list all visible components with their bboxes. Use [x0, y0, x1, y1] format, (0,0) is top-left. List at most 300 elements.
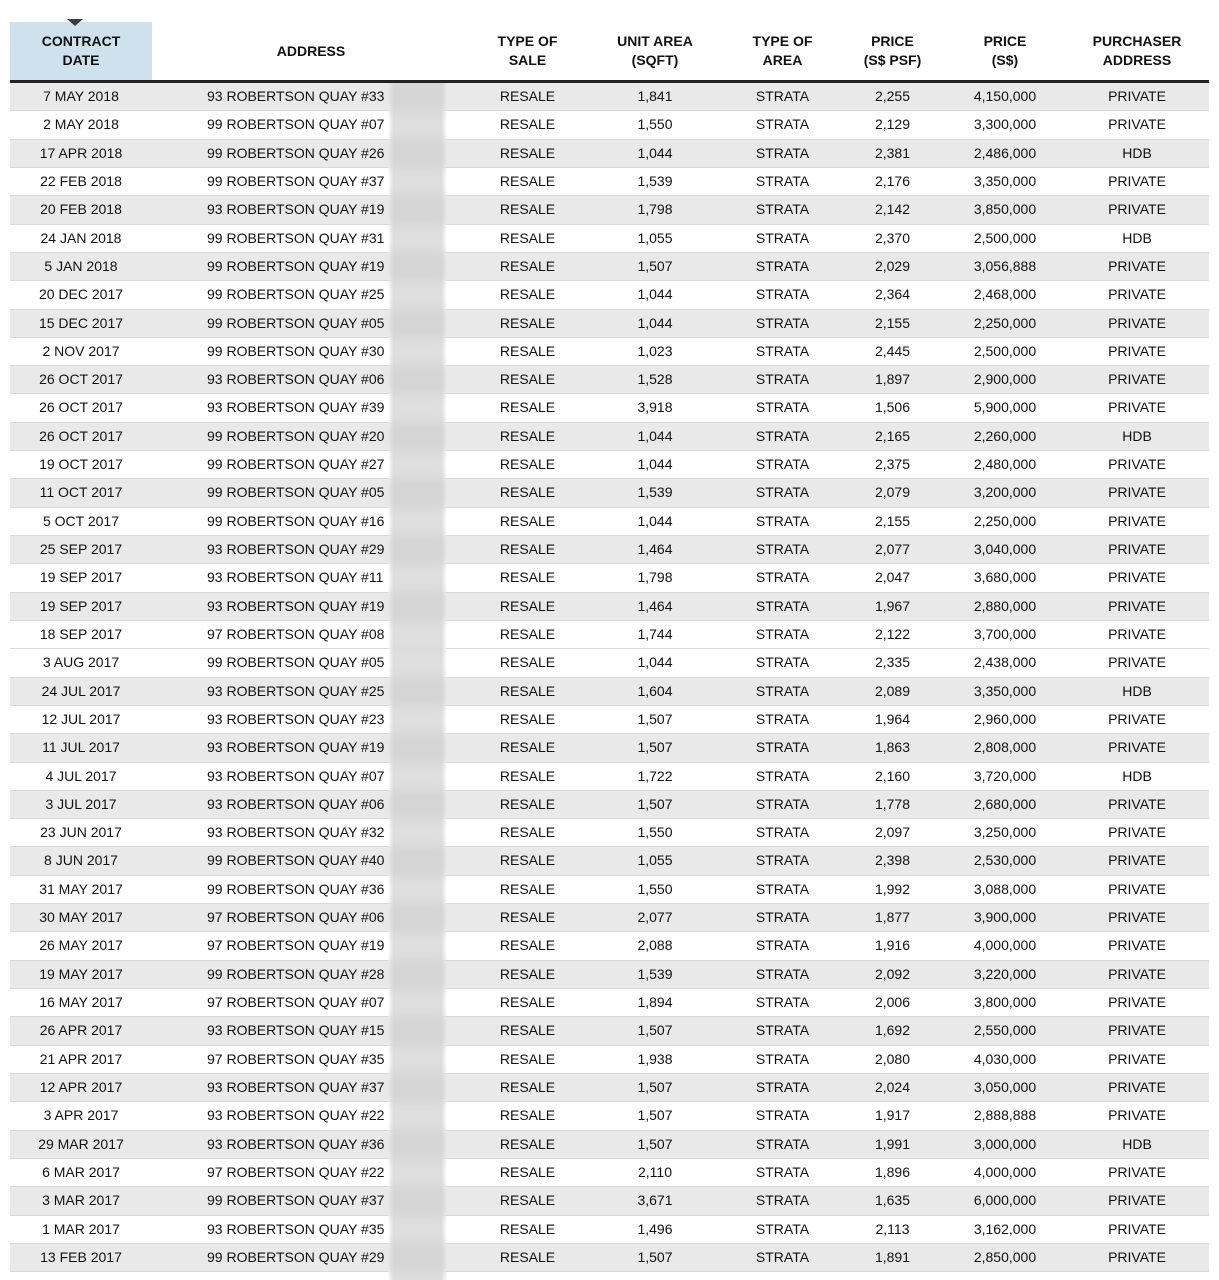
- header-label: PURCHASER: [1092, 33, 1182, 49]
- table-row: [10, 1017, 1209, 1045]
- cell-price-psf: 2,176: [874, 172, 911, 189]
- cell-price: 3,700,000: [973, 625, 1037, 642]
- cell-type-of-sale: RESALE: [499, 710, 556, 727]
- cell-unit-area: 1,722: [637, 767, 673, 784]
- table-header: [10, 22, 1209, 82]
- cell-contract-date: 3 AUG 2017: [42, 654, 120, 671]
- cell-purchaser-address: HDB: [1122, 427, 1152, 444]
- cell-type-of-area: STRATA: [755, 597, 810, 614]
- cell-unit-area: 1,044: [637, 654, 673, 671]
- cell-type-of-area: STRATA: [755, 625, 810, 642]
- table-body: [10, 82, 1209, 1272]
- table-row: [10, 337, 1209, 365]
- cell-unit-area: 1,539: [637, 965, 673, 982]
- cell-unit-area: 1,539: [637, 172, 673, 189]
- cell-type-of-area: STRATA: [755, 456, 810, 473]
- cell-contract-date: 2 NOV 2017: [42, 342, 120, 359]
- cell-price-psf: 1,896: [874, 1163, 911, 1180]
- cell-unit-area: 3,918: [637, 399, 673, 416]
- cell-price-psf: 2,047: [874, 569, 911, 586]
- table-row: [10, 564, 1209, 592]
- cell-unit-area: 1,938: [637, 1050, 673, 1067]
- cell-purchaser-address: HDB: [1122, 682, 1152, 699]
- cell-address: 93 ROBERTSON QUAY #19: [207, 597, 385, 614]
- cell-price-psf: 2,165: [874, 427, 911, 444]
- table-row: [10, 677, 1209, 705]
- column-header-type-of-sale[interactable]: [470, 22, 585, 82]
- table-row: [10, 904, 1209, 932]
- cell-price-psf: 2,155: [874, 512, 911, 529]
- cell-price: 2,550,000: [973, 1022, 1037, 1039]
- column-header-address[interactable]: [152, 22, 470, 82]
- cell-price: 3,162,000: [973, 1220, 1037, 1237]
- cell-type-of-area: STRATA: [755, 1248, 810, 1265]
- table-row: [10, 309, 1209, 337]
- table-row: [10, 451, 1209, 479]
- cell-address: 99 ROBERTSON QUAY #30: [207, 342, 385, 359]
- cell-contract-date: 30 MAY 2017: [39, 909, 123, 926]
- cell-purchaser-address: PRIVATE: [1108, 654, 1166, 671]
- cell-type-of-sale: RESALE: [499, 795, 556, 812]
- cell-price-psf: 2,006: [874, 994, 911, 1010]
- cell-address: 93 ROBERTSON QUAY #06: [207, 795, 385, 812]
- cell-type-of-sale: RESALE: [499, 569, 556, 586]
- cell-contract-date: 23 JUN 2017: [40, 824, 122, 841]
- header-label: CONTRACT: [41, 33, 121, 49]
- cell-unit-area: 2,077: [637, 909, 673, 926]
- cell-unit-area: 1,496: [637, 1220, 673, 1237]
- cell-address: 99 ROBERTSON QUAY #31: [207, 229, 385, 246]
- cell-type-of-area: STRATA: [755, 201, 810, 218]
- cell-unit-area: 1,044: [637, 144, 673, 161]
- cell-type-of-sale: RESALE: [499, 1163, 556, 1180]
- cell-unit-area: 1,044: [637, 427, 673, 444]
- cell-address: 99 ROBERTSON QUAY #26: [207, 144, 385, 161]
- cell-contract-date: 19 SEP 2017: [39, 569, 123, 586]
- column-header-purchaser-address[interactable]: [1065, 22, 1209, 82]
- cell-price: 3,250,000: [973, 824, 1037, 841]
- cell-unit-area: 1,744: [637, 625, 673, 642]
- cell-type-of-sale: RESALE: [499, 342, 556, 359]
- cell-price: 2,880,000: [973, 597, 1037, 614]
- cell-unit-area: 1,044: [637, 456, 673, 473]
- cell-price-psf: 2,370: [874, 229, 911, 246]
- cell-contract-date: 5 OCT 2017: [42, 512, 119, 529]
- cell-contract-date: 11 OCT 2017: [39, 484, 123, 501]
- cell-purchaser-address: HDB: [1122, 144, 1152, 161]
- cell-price: 3,220,000: [973, 965, 1037, 982]
- cell-price: 3,088,000: [973, 880, 1037, 897]
- table-row: [10, 394, 1209, 422]
- cell-type-of-sale: RESALE: [499, 314, 556, 331]
- cell-contract-date: 20 DEC 2017: [38, 286, 124, 303]
- cell-contract-date: 6 MAR 2017: [42, 1163, 120, 1180]
- cell-type-of-sale: RESALE: [499, 286, 556, 303]
- header-label: (S$ PSF): [863, 52, 922, 68]
- cell-purchaser-address: PRIVATE: [1108, 512, 1166, 529]
- table-row: [10, 366, 1209, 394]
- table-row: [10, 536, 1209, 564]
- cell-contract-date: 3 APR 2017: [43, 1107, 119, 1124]
- header-label: ADDRESS: [276, 42, 346, 59]
- cell-price: 4,030,000: [973, 1050, 1037, 1067]
- table-row: [10, 1187, 1209, 1215]
- table-row: [10, 932, 1209, 960]
- cell-purchaser-address: PRIVATE: [1108, 399, 1166, 416]
- cell-address: 93 ROBERTSON QUAY #35: [207, 1220, 385, 1237]
- cell-price: 3,900,000: [973, 909, 1037, 926]
- cell-price: 3,350,000: [973, 682, 1037, 699]
- cell-address: 99 ROBERTSON QUAY #36: [207, 880, 385, 897]
- cell-type-of-sale: RESALE: [499, 257, 556, 274]
- cell-type-of-area: STRATA: [755, 371, 810, 388]
- cell-address: 93 ROBERTSON QUAY #32: [207, 824, 385, 841]
- cell-price: 2,480,000: [973, 456, 1037, 473]
- cell-address: 93 ROBERTSON QUAY #33: [207, 88, 385, 104]
- cell-unit-area: 1,464: [637, 541, 673, 557]
- cell-price: 2,260,000: [973, 427, 1037, 444]
- transactions-table: [10, 22, 1209, 1272]
- cell-type-of-sale: RESALE: [499, 824, 556, 841]
- table-row: [10, 281, 1209, 309]
- cell-type-of-sale: RESALE: [499, 371, 556, 388]
- cell-contract-date: 1 MAR 2017: [42, 1220, 120, 1237]
- table-row: [10, 82, 1209, 111]
- cell-type-of-area: STRATA: [755, 909, 810, 926]
- cell-price: 4,150,000: [973, 88, 1037, 104]
- cell-price: 2,250,000: [973, 512, 1037, 529]
- cell-type-of-sale: RESALE: [499, 994, 556, 1010]
- cell-type-of-area: STRATA: [755, 541, 810, 557]
- table-row: [10, 422, 1209, 450]
- cell-price: 3,680,000: [973, 569, 1037, 586]
- cell-type-of-area: STRATA: [755, 1107, 810, 1124]
- cell-price-psf: 1,877: [874, 909, 911, 926]
- table-row: [10, 196, 1209, 224]
- cell-contract-date: 25 SEP 2017: [39, 541, 123, 557]
- table-row: [10, 507, 1209, 535]
- cell-unit-area: 1,507: [637, 795, 673, 812]
- cell-type-of-area: STRATA: [755, 654, 810, 671]
- cell-type-of-area: STRATA: [755, 1050, 810, 1067]
- cell-price-psf: 1,992: [874, 880, 911, 897]
- cell-unit-area: 1,550: [637, 880, 673, 897]
- cell-type-of-sale: RESALE: [499, 937, 556, 954]
- table-row: [10, 1243, 1209, 1271]
- cell-price-psf: 2,398: [874, 852, 911, 869]
- cell-contract-date: 17 APR 2018: [39, 144, 123, 161]
- cell-address: 97 ROBERTSON QUAY #35: [207, 1050, 385, 1067]
- cell-price-psf: 1,778: [874, 795, 911, 812]
- cell-unit-area: 1,798: [637, 201, 673, 218]
- cell-price: 3,850,000: [973, 201, 1037, 218]
- cell-contract-date: 19 SEP 2017: [39, 597, 123, 614]
- cell-address: 99 ROBERTSON QUAY #27: [207, 456, 385, 473]
- cell-price-psf: 2,122: [874, 625, 911, 642]
- cell-price-psf: 2,155: [874, 314, 911, 331]
- cell-contract-date: 26 OCT 2017: [39, 371, 123, 388]
- cell-address: 93 ROBERTSON QUAY #11: [207, 569, 384, 586]
- cell-purchaser-address: PRIVATE: [1108, 1192, 1166, 1209]
- cell-address: 93 ROBERTSON QUAY #36: [207, 1135, 385, 1152]
- cell-price-psf: 2,255: [874, 88, 911, 104]
- privacy-blur-overlay: [388, 83, 447, 1280]
- cell-contract-date: 3 MAR 2017: [42, 1192, 120, 1209]
- cell-price-psf: 1,916: [874, 937, 911, 954]
- cell-price-psf: 2,077: [874, 541, 911, 557]
- column-header-type-of-area[interactable]: [725, 22, 840, 82]
- cell-contract-date: 18 SEP 2017: [39, 625, 123, 642]
- table-row: [10, 1158, 1209, 1186]
- cell-type-of-sale: RESALE: [499, 625, 556, 642]
- cell-purchaser-address: PRIVATE: [1108, 541, 1166, 557]
- table-row: [10, 1102, 1209, 1130]
- header-label: (S$): [991, 52, 1019, 68]
- cell-price-psf: 2,024: [874, 1078, 911, 1095]
- cell-unit-area: 1,507: [637, 1248, 673, 1265]
- table-row: [10, 649, 1209, 677]
- cell-address: 99 ROBERTSON QUAY #05: [207, 484, 385, 501]
- cell-contract-date: 26 OCT 2017: [39, 399, 123, 416]
- header-label: SALE: [508, 52, 547, 68]
- cell-type-of-area: STRATA: [755, 880, 810, 897]
- cell-price: 3,200,000: [973, 484, 1037, 501]
- cell-unit-area: 1,044: [637, 314, 673, 331]
- cell-type-of-sale: RESALE: [499, 682, 556, 699]
- cell-purchaser-address: PRIVATE: [1108, 201, 1166, 218]
- cell-purchaser-address: PRIVATE: [1108, 994, 1166, 1010]
- cell-unit-area: 1,539: [637, 484, 673, 501]
- cell-purchaser-address: PRIVATE: [1108, 1078, 1166, 1095]
- cell-address: 99 ROBERTSON QUAY #07: [207, 116, 385, 133]
- cell-type-of-area: STRATA: [755, 172, 810, 189]
- cell-type-of-sale: RESALE: [499, 229, 556, 246]
- cell-price: 3,300,000: [973, 116, 1037, 133]
- cell-type-of-sale: RESALE: [499, 654, 556, 671]
- cell-address: 93 ROBERTSON QUAY #23: [207, 710, 385, 727]
- cell-price-psf: 2,375: [874, 456, 911, 473]
- cell-unit-area: 1,798: [637, 569, 673, 586]
- cell-type-of-area: STRATA: [755, 88, 810, 104]
- cell-type-of-sale: RESALE: [499, 1078, 556, 1095]
- header-label: DATE: [62, 52, 100, 68]
- header-label: TYPE OF: [497, 33, 558, 49]
- cell-unit-area: 1,464: [637, 597, 673, 614]
- cell-price-psf: 1,967: [874, 597, 911, 614]
- cell-address: 93 ROBERTSON QUAY #29: [207, 541, 385, 557]
- cell-unit-area: 3,671: [637, 1192, 673, 1209]
- table-row: [10, 762, 1209, 790]
- cell-contract-date: 13 FEB 2017: [40, 1248, 122, 1265]
- cell-price: 5,900,000: [973, 399, 1037, 416]
- cell-type-of-area: STRATA: [755, 824, 810, 841]
- cell-unit-area: 1,507: [637, 257, 673, 274]
- table-row: [10, 224, 1209, 252]
- cell-purchaser-address: PRIVATE: [1108, 371, 1166, 388]
- cell-type-of-area: STRATA: [755, 399, 810, 416]
- cell-type-of-sale: RESALE: [499, 144, 556, 161]
- cell-type-of-sale: RESALE: [499, 739, 556, 756]
- cell-address: 93 ROBERTSON QUAY #37: [207, 1078, 385, 1095]
- cell-price: 3,800,000: [973, 994, 1037, 1010]
- cell-price: 2,486,000: [973, 144, 1037, 161]
- cell-unit-area: 1,507: [637, 1078, 673, 1095]
- cell-price-psf: 2,335: [874, 654, 911, 671]
- column-header-price[interactable]: [945, 22, 1065, 82]
- cell-contract-date: 2 MAY 2018: [43, 116, 119, 133]
- cell-purchaser-address: PRIVATE: [1108, 257, 1166, 274]
- cell-purchaser-address: PRIVATE: [1108, 1050, 1166, 1067]
- cell-type-of-sale: RESALE: [499, 512, 556, 529]
- header-label: ADDRESS: [1102, 52, 1172, 68]
- cell-price: 3,056,888: [973, 257, 1037, 274]
- cell-price: 2,438,000: [973, 654, 1037, 671]
- cell-address: 99 ROBERTSON QUAY #37: [207, 1192, 385, 1209]
- cell-type-of-sale: RESALE: [499, 597, 556, 614]
- table-row: [10, 705, 1209, 733]
- cell-type-of-sale: RESALE: [499, 456, 556, 473]
- cell-type-of-area: STRATA: [755, 710, 810, 727]
- cell-unit-area: 2,088: [637, 937, 673, 954]
- cell-address: 99 ROBERTSON QUAY #40: [207, 852, 385, 869]
- cell-price-psf: 2,364: [874, 286, 911, 303]
- sort-descending-icon[interactable]: [67, 19, 83, 26]
- cell-price: 2,680,000: [973, 795, 1037, 812]
- cell-type-of-area: STRATA: [755, 767, 810, 784]
- cell-price: 2,888,888: [973, 1107, 1037, 1124]
- header-label: PRICE: [871, 33, 914, 49]
- cell-contract-date: 26 OCT 2017: [39, 427, 123, 444]
- cell-type-of-sale: RESALE: [499, 484, 556, 501]
- cell-contract-date: 16 MAY 2017: [39, 994, 123, 1010]
- cell-unit-area: 1,023: [637, 342, 673, 359]
- table-row: [10, 1215, 1209, 1243]
- cell-unit-area: 1,507: [637, 1022, 673, 1039]
- cell-purchaser-address: PRIVATE: [1108, 286, 1166, 303]
- cell-unit-area: 2,110: [638, 1163, 672, 1180]
- cell-address: 99 ROBERTSON QUAY #28: [207, 965, 385, 982]
- cell-purchaser-address: PRIVATE: [1108, 116, 1166, 133]
- table-row: [10, 479, 1209, 507]
- cell-address: 99 ROBERTSON QUAY #37: [207, 172, 385, 189]
- cell-type-of-area: STRATA: [755, 569, 810, 586]
- cell-price: 2,250,000: [973, 314, 1037, 331]
- cell-price-psf: 1,897: [874, 371, 911, 388]
- cell-address: 93 ROBERTSON QUAY #39: [207, 399, 385, 416]
- cell-price: 2,530,000: [973, 852, 1037, 869]
- table-row: [10, 252, 1209, 280]
- cell-address: 99 ROBERTSON QUAY #20: [207, 427, 385, 444]
- cell-type-of-area: STRATA: [755, 937, 810, 954]
- table-row: [10, 1045, 1209, 1073]
- cell-type-of-sale: RESALE: [499, 1107, 556, 1124]
- cell-purchaser-address: PRIVATE: [1108, 88, 1166, 104]
- cell-price-psf: 1,506: [874, 399, 911, 416]
- cell-contract-date: 3 JUL 2017: [45, 795, 117, 812]
- cell-price-psf: 2,097: [874, 824, 911, 841]
- table-row: [10, 1073, 1209, 1101]
- cell-contract-date: 31 MAY 2017: [39, 880, 123, 897]
- cell-type-of-sale: RESALE: [499, 399, 556, 416]
- table-row: [10, 989, 1209, 1017]
- cell-price: 3,350,000: [973, 172, 1037, 189]
- cell-type-of-sale: RESALE: [499, 1050, 556, 1067]
- cell-address: 99 ROBERTSON QUAY #05: [207, 314, 385, 331]
- cell-purchaser-address: PRIVATE: [1108, 172, 1166, 189]
- cell-unit-area: 1,550: [637, 116, 673, 133]
- table-row: [10, 790, 1209, 818]
- table-row: [10, 960, 1209, 988]
- header-label: PRICE: [983, 33, 1027, 49]
- cell-contract-date: 12 APR 2017: [39, 1078, 123, 1095]
- cell-contract-date: 26 MAY 2017: [39, 937, 123, 954]
- cell-price: 3,000,000: [973, 1135, 1037, 1152]
- table-row: [10, 139, 1209, 167]
- cell-type-of-area: STRATA: [755, 965, 810, 982]
- cell-price: 2,468,000: [973, 286, 1037, 303]
- cell-contract-date: 12 JUL 2017: [41, 710, 121, 727]
- cell-type-of-sale: RESALE: [499, 116, 556, 133]
- cell-price-psf: 2,080: [874, 1050, 911, 1067]
- cell-unit-area: 1,055: [637, 229, 673, 246]
- cell-purchaser-address: PRIVATE: [1108, 739, 1166, 756]
- cell-price-psf: 2,029: [874, 257, 911, 274]
- cell-type-of-sale: RESALE: [499, 172, 556, 189]
- cell-price: 3,050,000: [973, 1078, 1037, 1095]
- cell-unit-area: 1,055: [637, 852, 673, 869]
- cell-purchaser-address: PRIVATE: [1108, 625, 1166, 642]
- cell-type-of-sale: RESALE: [499, 88, 556, 104]
- cell-unit-area: 1,550: [637, 824, 673, 841]
- cell-contract-date: 5 JAN 2018: [44, 257, 118, 274]
- cell-purchaser-address: PRIVATE: [1108, 484, 1166, 501]
- cell-type-of-sale: RESALE: [499, 1220, 556, 1237]
- cell-purchaser-address: PRIVATE: [1108, 597, 1166, 614]
- column-header-unit-area[interactable]: [585, 22, 725, 82]
- table-row: [10, 875, 1209, 903]
- cell-purchaser-address: HDB: [1122, 229, 1152, 246]
- cell-address: 93 ROBERTSON QUAY #19: [207, 201, 385, 218]
- cell-price: 3,720,000: [973, 767, 1037, 784]
- cell-purchaser-address: PRIVATE: [1108, 795, 1166, 812]
- cell-purchaser-address: PRIVATE: [1108, 1248, 1166, 1265]
- cell-type-of-sale: RESALE: [499, 1248, 556, 1265]
- cell-price-psf: 2,092: [874, 965, 911, 982]
- cell-address: 99 ROBERTSON QUAY #05: [207, 654, 385, 671]
- cell-purchaser-address: PRIVATE: [1108, 909, 1166, 926]
- cell-type-of-area: STRATA: [755, 1022, 810, 1039]
- column-header-contract-date[interactable]: [10, 22, 152, 82]
- cell-price-psf: 1,917: [874, 1107, 911, 1124]
- column-header-price-psf[interactable]: [840, 22, 945, 82]
- cell-type-of-area: STRATA: [755, 314, 810, 331]
- cell-purchaser-address: HDB: [1122, 767, 1152, 784]
- cell-type-of-area: STRATA: [755, 286, 810, 303]
- cell-type-of-sale: RESALE: [499, 767, 556, 784]
- cell-type-of-area: STRATA: [755, 342, 810, 359]
- cell-address: 99 ROBERTSON QUAY #29: [207, 1248, 385, 1265]
- cell-type-of-area: STRATA: [755, 994, 810, 1010]
- cell-unit-area: 1,841: [637, 88, 673, 104]
- cell-contract-date: 4 JUL 2017: [45, 767, 117, 784]
- cell-contract-date: 24 JAN 2018: [40, 229, 122, 246]
- cell-purchaser-address: PRIVATE: [1108, 937, 1166, 954]
- cell-unit-area: 1,894: [637, 994, 673, 1010]
- cell-contract-date: 15 DEC 2017: [38, 314, 124, 331]
- cell-purchaser-address: PRIVATE: [1108, 965, 1166, 982]
- table-row: [10, 592, 1209, 620]
- cell-address: 93 ROBERTSON QUAY #15: [207, 1022, 385, 1039]
